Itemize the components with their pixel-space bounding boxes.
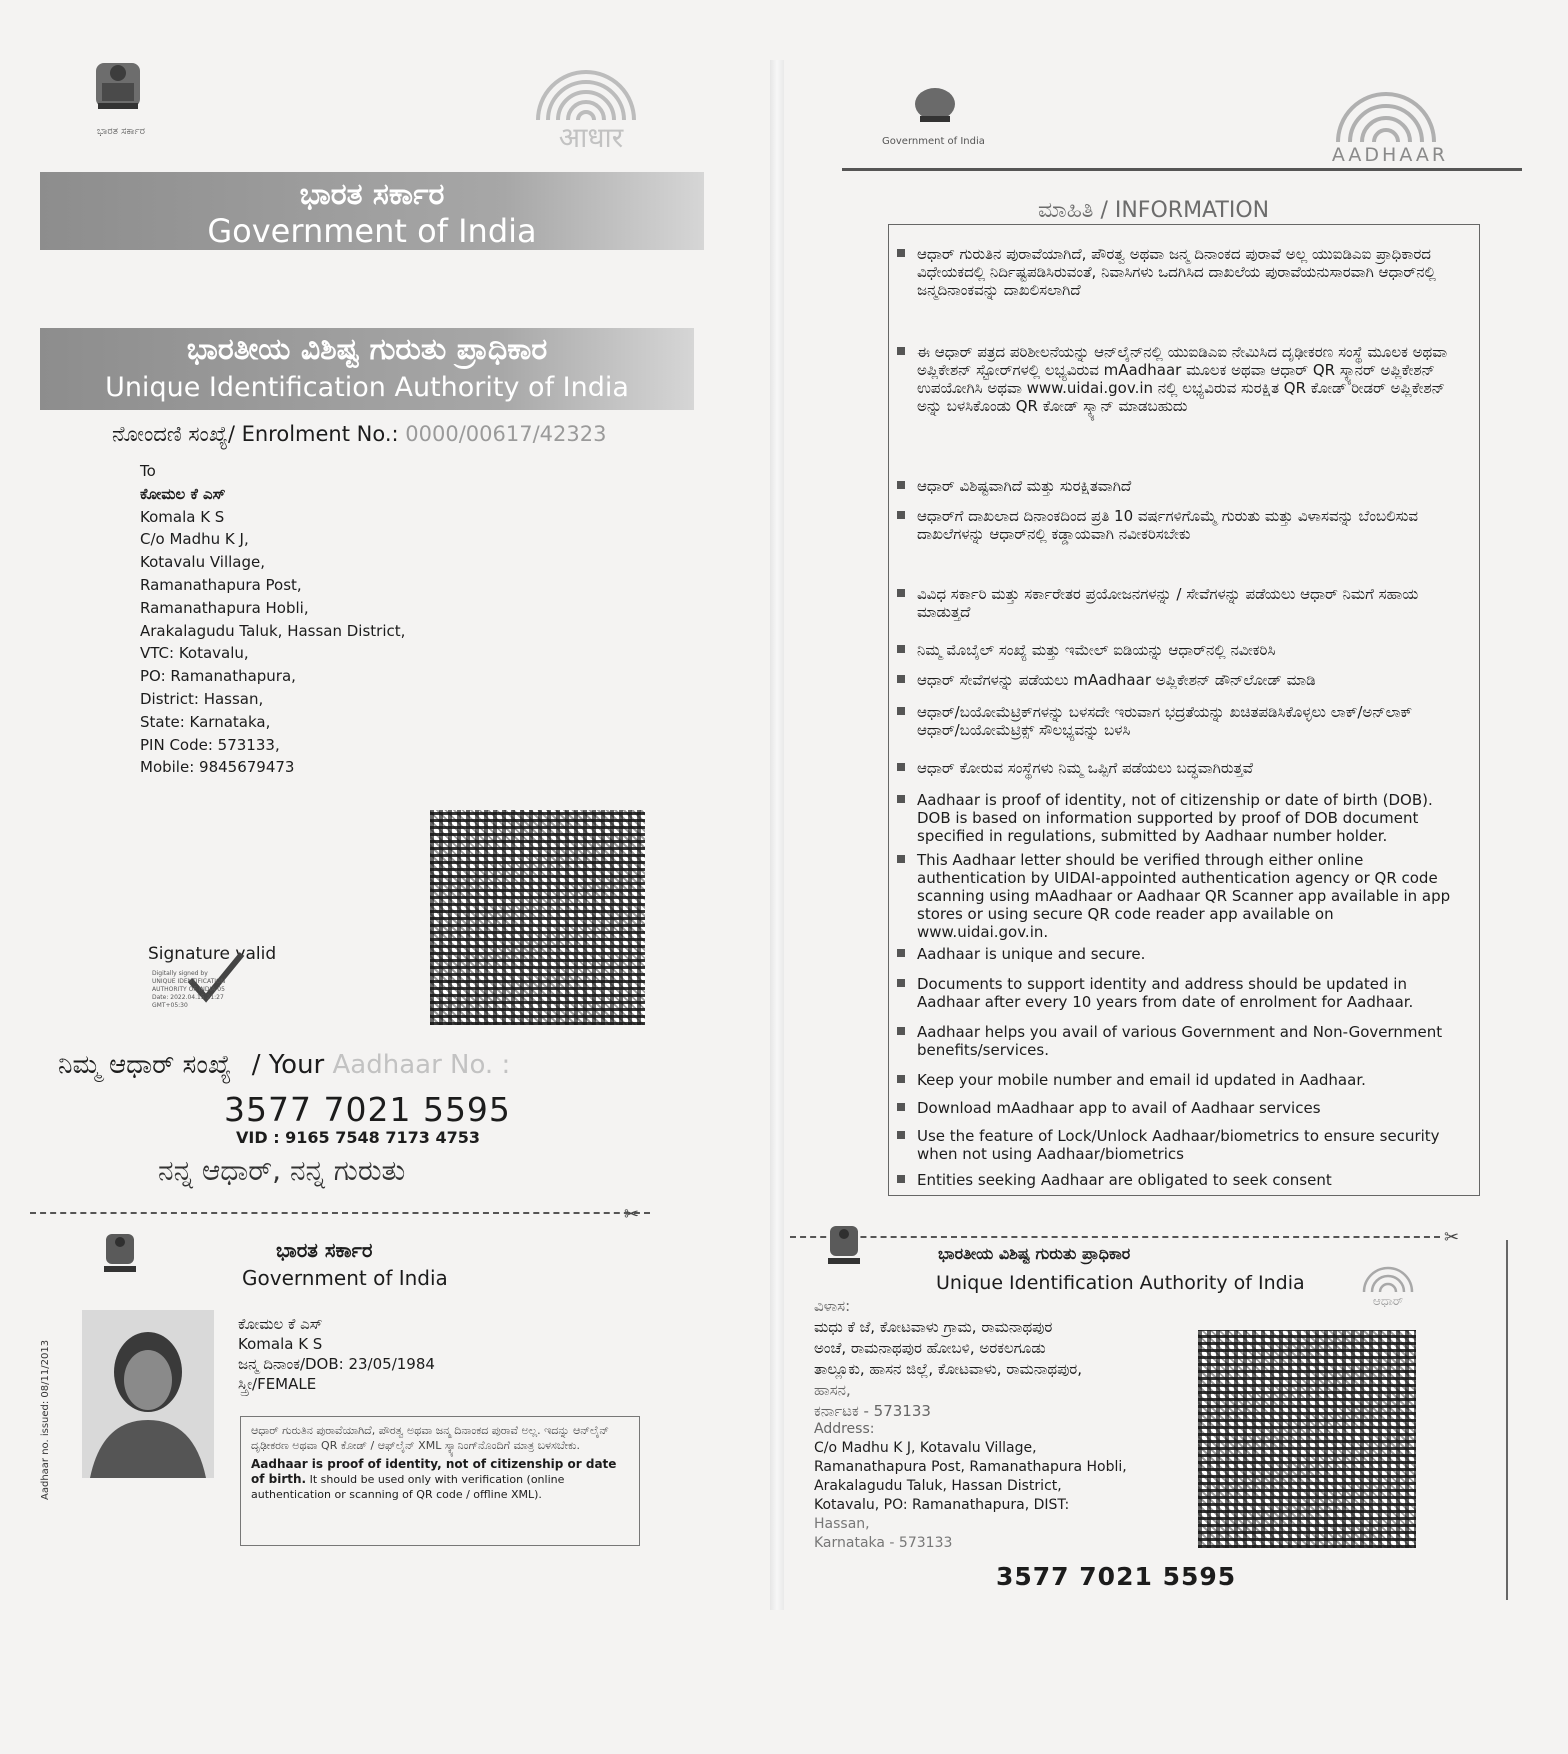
card-back-qr-code: [1198, 1330, 1416, 1548]
card-name-kannada: ಕೋಮಲ ಕೆ ಎಸ್: [238, 1315, 323, 1333]
info-item-text: ಈ ಆಧಾರ್ ಪತ್ರದ ಪರಿಶೀಲನೆಯನ್ನು ಆನ್‌ಲೈನ್‌ನಲ್ಲಿ ಯುಐಡಿಎಐ ನೇಮಿಸಿದ ದೃಢೀಕರಣ ಸಂಸ್ಥೆ ಮೂಲಕ ಅಥವಾ ಅಪ್ಲಿಕೇಶನ್ ಸ್ಟೋರ್‌ಗಳಲ್ಲಿ ಲಭ್ಯವಿರುವ mAadhaar ಮೂಲಕ ಅಥವಾ ಆಧಾರ್ QR ಸ್ಕ್ಯಾನರ್ ಅಪ್ಲಿಕೇಶನ್ ಉಪಯೋಗಿಸಿ ಅಥವಾ www.uidai.gov.in ನಲ್ಲಿ ಲಭ್ಯವಿರುವ ಸುರಕ್ಷಿತ QR ಕೋಡ್ ರೀಡರ್ ಅಪ್ಲಿಕೇಶನ್ ಅನ್ನು ಬಳಸಿಕೊಂಡು QR ಕೋಡ್ ಸ್ಕ್ಯಾನ್ ಮಾಡಬಹುದು: [917, 343, 1448, 415]
card-back-emblem-icon: [824, 1222, 864, 1278]
info-box: [888, 224, 1480, 1196]
bullet-icon: [897, 949, 905, 957]
bullet-icon: [897, 481, 905, 489]
card-note-english: [251, 1457, 629, 1502]
address-line: Ramanathapura Post,: [140, 575, 302, 594]
info-item: [917, 585, 1459, 621]
info-item: [917, 1099, 1459, 1117]
info-item: [917, 791, 1459, 845]
info-item-text: ಆಧಾರ್ ವಿಶಿಷ್ಟವಾಗಿದೆ ಮತ್ತು ಸುರಕ್ಷಿತವಾಗಿದೆ: [917, 477, 1132, 495]
page-fold: [770, 60, 784, 1610]
right-emblem-icon: [910, 84, 960, 126]
bullet-icon: [897, 511, 905, 519]
right-page: [790, 0, 1568, 1754]
card-note-english-rest: It should be used only with verification (online authentication or scanning of QR code / offline XML).: [251, 1473, 565, 1501]
info-item: [917, 641, 1459, 659]
signature-details: [152, 970, 225, 1010]
info-item-text: ನಿಮ್ಮ ಮೊಬೈಲ್ ಸಂಖ್ಯೆ ಮತ್ತು ಇಮೇಲ್ ಐಡಿಯನ್ನು ಆಧಾರ್‌ನಲ್ಲಿ ನವೀಕರಿಸಿ: [917, 641, 1276, 659]
card-gender: ಸ್ತ್ರೀ/FEMALE: [238, 1375, 317, 1393]
info-item: [917, 703, 1459, 739]
card-note-english-bold: Aadhaar is proof of identity, not of citizenship or date of birth.: [251, 1457, 617, 1486]
card-back-address-line: ತಾಲ್ಲೂಕು, ಹಾಸನ ಜಿಲ್ಲೆ, ಕೋಟವಾಳು, ರಾಮನಾಥಪುರ,: [814, 1360, 1083, 1378]
aadhaar-number: 3577 7021 5595: [224, 1090, 511, 1129]
info-item-text: Entities seeking Aadhaar are obligated to seek consent: [917, 1171, 1332, 1189]
card-gov-english: Government of India: [242, 1266, 448, 1290]
card-gov-kannada: ಭಾರತ ಸರ್ಕಾರ: [276, 1238, 373, 1262]
signature-detail-line: UNIQUE IDENTIFICATION: [152, 978, 226, 985]
info-item-text: ಆಧಾರ್ ಸೇವೆಗಳನ್ನು ಪಡೆಯಲು mAadhaar ಅಪ್ಲಿಕೇಶನ್ ಡೌನ್‌ಲೋಡ್ ಮಾಡಿ: [917, 671, 1316, 689]
card-dob: ಜನ್ಮ ದಿನಾಂಕ/DOB: 23/05/1984: [238, 1355, 435, 1373]
tagline-kannada: ನನ್ನ ಆಧಾರ್, ನನ್ನ ಗುರುತು: [158, 1154, 406, 1187]
bullet-icon: [897, 675, 905, 683]
info-item: [917, 343, 1459, 415]
address-line: ಕೋಮಲ ಕೆ ಎಸ್: [140, 484, 226, 503]
bullet-icon: [897, 1131, 905, 1139]
signature-detail-line: AUTHORITY OF INDIA 05: [152, 986, 225, 993]
gov-of-india-band: [40, 172, 704, 250]
left-page: [0, 0, 770, 1754]
bullet-icon: [897, 795, 905, 803]
right-scissors-icon: ✂: [1444, 1227, 1460, 1248]
card-back-address-line: ಮಧು ಕೆ ಜೆ, ಕೋಟವಾಳು ಗ್ರಾಮ, ರಾಮನಾಥಪುರ: [814, 1318, 1053, 1336]
bullet-icon: [897, 589, 905, 597]
gov-english: Government of India: [207, 212, 537, 250]
emblem-caption: ಭಾರತ ಸರ್ಕಾರ: [97, 126, 145, 137]
qr-code: [430, 810, 645, 1025]
right-cut-line: [790, 1236, 1440, 1238]
aadhaar-logo-text: आधार: [558, 121, 624, 154]
info-item-text: Keep your mobile number and email id updated in Aadhaar.: [917, 1071, 1366, 1089]
national-emblem-icon: [88, 55, 148, 135]
info-item: [917, 759, 1459, 777]
card-back-address-line: Karnataka - 573133: [814, 1535, 953, 1551]
info-item-text: Download mAadhaar app to avail of Aadhaar services: [917, 1099, 1321, 1117]
info-item-text: Aadhaar is proof of identity, not of citizenship or date of birth (DOB). DOB is based on information supported by proof of DOB document specified in regulations, submitted by Aadhaar number holder.: [917, 791, 1433, 845]
address-line: PIN Code: 573133,: [140, 735, 280, 754]
your-aadhaar-suffix: Aadhaar No. :: [332, 1050, 511, 1080]
card-back-address-line: ವಿಳಾಸ:: [814, 1297, 851, 1315]
info-item: [917, 945, 1459, 963]
right-aadhaar-fingerprint-icon: [1326, 84, 1446, 146]
card-back-aadhaar-fingerprint-icon: [1358, 1262, 1418, 1296]
address-line: Mobile: 9845679473: [140, 758, 295, 777]
photo: [82, 1310, 214, 1478]
your-aadhaar-row: [58, 1050, 510, 1081]
info-item: [917, 1023, 1459, 1059]
address-line: State: Karnataka,: [140, 712, 271, 731]
info-item: [917, 1171, 1459, 1189]
info-item: [917, 671, 1459, 689]
info-item-text: Aadhaar helps you avail of various Government and Non-Government benefits/services.: [917, 1023, 1443, 1059]
signature-detail-line: GMT+05:30: [152, 1002, 188, 1009]
card-back-address-english: [814, 1420, 1127, 1553]
card-back-right-border: [1506, 1240, 1508, 1600]
info-item-text: This Aadhaar letter should be verified through either online authentication by UIDAI-appointed authentication agency or QR code scanning using mAadhaar or Aadhaar QR Scanner app available in app stores or using secure QR code reader app available on www.uidai.gov.in.: [917, 851, 1451, 941]
card-back-address-line: ಹಾಸನ,: [814, 1381, 851, 1399]
scissors-icon: ✂: [624, 1204, 640, 1225]
address-line: Komala K S: [140, 507, 225, 526]
bullet-icon: [897, 1103, 905, 1111]
address-block: [140, 460, 560, 779]
bullet-icon: [897, 1075, 905, 1083]
header-rule: [842, 168, 1522, 171]
card-back-uidai-kannada: ಭಾರತೀಯ ವಿಶಿಷ್ಟ ಗುರುತು ಪ್ರಾಧಿಕಾರ: [938, 1244, 1131, 1263]
card-note-kannada: ಆಧಾರ್ ಗುರುತಿನ ಪುರಾವೆಯಾಗಿದೆ, ಪೌರತ್ವ ಅಥವಾ ಜನ್ಮ ದಿನಾಂಕದ ಪುರಾವೆ ಅಲ್ಲ. ಇದನ್ನು ಆನ್‌ಲೈನ್ ದೃಢೀಕರಣ ಅಥವಾ QR ಕೋಡ್ / ಆಫ್‌ಲೈನ್ XML ಸ್ಕ್ಯಾನಿಂಗ್‌ನೊಂದಿಗೆ ಮಾತ್ರ ಬಳಸಬೇಕು.: [251, 1424, 610, 1452]
info-item-text: ಆಧಾರ್ ಕೋರುವ ಸಂಸ್ಥೆಗಳು ನಿಮ್ಮ ಒಪ್ಪಿಗೆ ಪಡೆಯಲು ಬದ್ಧವಾಗಿರುತ್ತವೆ: [917, 759, 1253, 777]
info-item-text: ಆಧಾರ್‌ಗೆ ದಾಖಲಾದ ದಿನಾಂಕದಿಂದ ಪ್ರತಿ 10 ವರ್ಷಗಳಿಗೊಮ್ಮೆ ಗುರುತು ಮತ್ತು ವಿಳಾಸವನ್ನು ಬೆಂಬಲಿಸುವ ದಾಖಲೆಗಳನ್ನು ಆಧಾರ್‌ನಲ್ಲಿ ಕಡ್ಡಾಯವಾಗಿ ನವೀಕರಿಸಬೇಕು: [917, 507, 1419, 543]
card-back-address-line: Hassan,: [814, 1516, 870, 1532]
info-item: [917, 507, 1459, 543]
info-item: [917, 1071, 1459, 1089]
card-back-address-line: ಕರ್ನಾಟಕ - 573133: [814, 1402, 931, 1420]
card-back-address-line: C/o Madhu K J, Kotavalu Village,: [814, 1440, 1037, 1456]
card-back-address-line: ಅಂಚೆ, ರಾಮನಾಥಪುರ ಹೋಬಳಿ, ಅರಕಲಗೂಡು: [814, 1339, 1046, 1357]
address-line: Arakalagudu Taluk, Hassan District,: [140, 621, 406, 640]
card-back-address-line: Address:: [814, 1421, 875, 1437]
info-item-text: Documents to support identity and address should be updated in Aadhaar after every 10 years from date of enrolment for Aadhaar.: [917, 975, 1414, 1011]
bullet-icon: [897, 347, 905, 355]
info-item: [917, 245, 1459, 299]
uidai-english: Unique Identification Authority of India: [105, 372, 629, 403]
info-item-text: ವಿವಿಧ ಸರ್ಕಾರಿ ಮತ್ತು ಸರ್ಕಾರೇತರ ಪ್ರಯೋಜನಗಳನ್ನು / ಸೇವೆಗಳನ್ನು ಪಡೆಯಲು ಆಧಾರ್ ನಿಮಗೆ ಸಹಾಯ ಮಾಡುತ್ತದೆ: [917, 585, 1419, 621]
card-front-note-box: [240, 1416, 640, 1546]
signature-detail-line: Date: 2022.04.15 21:27: [152, 994, 224, 1001]
card-side-text: Aadhaar no. issued: 08/11/2013: [40, 1339, 51, 1500]
signature-label: Signature valid: [148, 944, 277, 964]
address-line: PO: Ramanathapura,: [140, 667, 296, 686]
right-emblem-caption: Government of India: [882, 136, 985, 147]
gov-kannada: ಭಾರತ ಸರ್ಕಾರ: [299, 177, 445, 212]
info-item: [917, 1127, 1459, 1163]
right-aadhaar-logo-text: AADHAAR: [1331, 144, 1449, 166]
your-aadhaar-kannada: ನಿಮ್ಮ ಆಧಾರ್ ಸಂಖ್ಯೆ: [58, 1050, 232, 1080]
cut-line: [30, 1212, 650, 1214]
card-emblem-icon: [100, 1230, 140, 1286]
card-name-english: Komala K S: [238, 1335, 323, 1353]
card-back-uidai-english: Unique Identification Authority of India: [936, 1272, 1305, 1294]
enrolment-row: [112, 422, 606, 447]
bullet-icon: [897, 707, 905, 715]
card-back-aadhaar-number: 3577 7021 5595: [996, 1562, 1237, 1591]
enrolment-number: 0000/00617/42323: [405, 422, 607, 446]
your-aadhaar-prefix: / Your: [251, 1050, 325, 1080]
address-line: District: Hassan,: [140, 689, 264, 708]
card-back-address-line: Ramanathapura Post, Ramanathapura Hobli,: [814, 1459, 1127, 1475]
info-item: [917, 975, 1459, 1011]
bullet-icon: [897, 1027, 905, 1035]
card-back-address-kannada: [814, 1296, 1082, 1422]
address-line: VTC: Kotavalu,: [140, 644, 249, 663]
bullet-icon: [897, 763, 905, 771]
bullet-icon: [897, 645, 905, 653]
address-line: Ramanathapura Hobli,: [140, 598, 309, 617]
address-line: C/o Madhu K J,: [140, 530, 249, 549]
card-back-address-line: Kotavalu, PO: Ramanathapura, DIST:: [814, 1497, 1070, 1513]
card-front-details: [238, 1314, 435, 1394]
info-item: [917, 477, 1459, 495]
enrolment-label: ನೋಂದಣಿ ಸಂಖ್ಯೆ/ Enrolment No.:: [112, 422, 399, 446]
uidai-band: [40, 328, 694, 410]
bullet-icon: [897, 979, 905, 987]
info-item-text: ಆಧಾರ್/ಬಯೋಮೆಟ್ರಿಕ್‌ಗಳನ್ನು ಬಳಸದೇ ಇರುವಾಗ ಭದ್ರತೆಯನ್ನು ಖಚಿತಪಡಿಸಿಕೊಳ್ಳಲು ಲಾಕ್/ಅನ್‌ಲಾಕ್ ಆಧಾರ್/ಬಯೋಮೆಟ್ರಿಕ್ಸ್ ಸೌಲಭ್ಯವನ್ನು ಬಳಸಿ: [917, 703, 1413, 739]
bullet-icon: [897, 249, 905, 257]
bullet-icon: [897, 1175, 905, 1183]
card-back-address-line: Arakalagudu Taluk, Hassan District,: [814, 1478, 1062, 1494]
info-heading: ಮಾಹಿತಿ / INFORMATION: [1038, 198, 1270, 223]
address-line: Kotavalu Village,: [140, 553, 265, 572]
bullet-icon: [897, 855, 905, 863]
info-item: [917, 851, 1459, 941]
address-line: To: [140, 462, 156, 480]
card-back-aadhaar-logo-text: ಆಧಾರ್: [1372, 1294, 1404, 1308]
uidai-kannada: ಭಾರತೀಯ ವಿಶಿಷ್ಟ ಗುರುತು ಪ್ರಾಧಿಕಾರ: [186, 332, 548, 367]
info-item-text: ಆಧಾರ್ ಗುರುತಿನ ಪುರಾವೆಯಾಗಿದೆ, ಪೌರತ್ವ ಅಥವಾ ಜನ್ಮ ದಿನಾಂಕದ ಪುರಾವೆ ಅಲ್ಲ ಯುಐಡಿಎಐ ಪ್ರಾಧಿಕಾರದ ವಿಧೇಯಕದಲ್ಲಿ ನಿರ್ದಿಷ್ಟಪಡಿಸಿರುವಂತೆ, ನಿವಾಸಿಗಳು ಒದಗಿಸಿದ ದಾಖಲೆಯ ಪುರಾವೆಯನುಸಾರವಾಗಿ ಆಧಾರ್‌ನಲ್ಲಿ ಜನ್ಮದಿನಾಂಕವನ್ನು ದಾಖಲಿಸಲಾಗಿದೆ: [917, 245, 1436, 299]
signature-detail-line: Digitally signed by: [152, 970, 208, 977]
info-item-text: Use the feature of Lock/Unlock Aadhaar/biometrics to ensure security when not using Aadhaar/biometrics: [917, 1127, 1440, 1163]
vid-number: VID : 9165 7548 7173 4753: [236, 1128, 480, 1147]
info-item-text: Aadhaar is unique and secure.: [917, 945, 1146, 963]
